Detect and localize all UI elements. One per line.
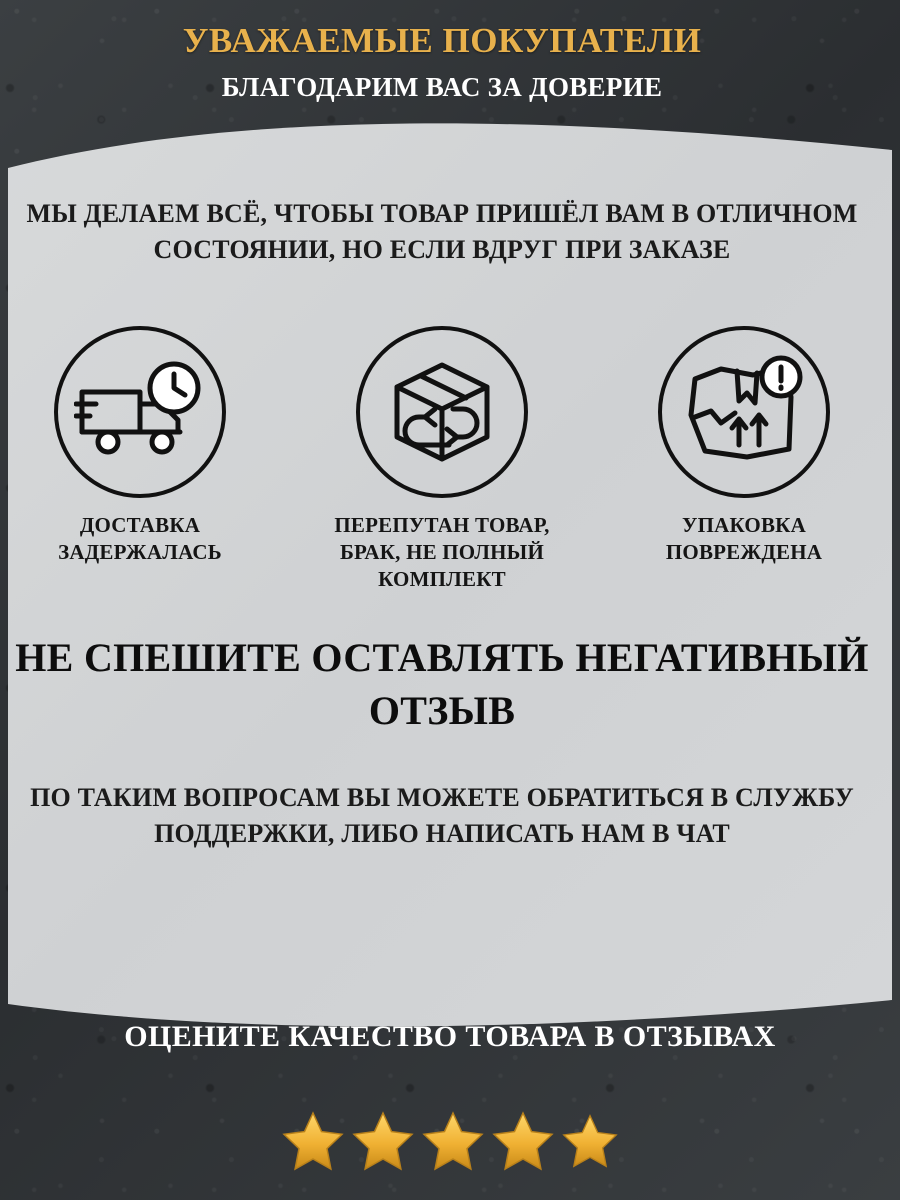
page-title: УВАЖАЕМЫЕ ПОКУПАТЕЛИ <box>182 21 702 60</box>
intro-text: МЫ ДЕЛАЕМ ВСЁ, ЧТОБЫ ТОВАР ПРИШЁЛ ВАМ В ОТЛИЧНОМ СОСТОЯНИИ, НО ЕСЛИ ВДРУГ ПРИ ЗАКАЗЕ <box>26 199 858 264</box>
footer-title: ОЦЕНИТЕ КАЧЕСТВО ТОВАРА В ОТЗЫВАХ <box>124 1020 776 1053</box>
main-statement: НЕ СПЕШИТЕ ОСТАВЛЯТЬ НЕГАТИВНЫЙ ОТЗЫВ <box>15 635 869 733</box>
rating-stars[interactable] <box>0 1110 900 1172</box>
issue-item-damaged <box>624 326 864 566</box>
star-icon[interactable] <box>351 1110 415 1172</box>
issue-item-wrong-item <box>322 326 562 593</box>
damaged-package-icon <box>658 326 830 498</box>
footer <box>0 992 900 1200</box>
header <box>0 22 884 103</box>
star-icon[interactable] <box>491 1110 555 1172</box>
delivery-truck-clock-icon <box>54 326 226 498</box>
box-return-arrow-icon <box>356 326 528 498</box>
issue-caption-wrong-item: ПЕРЕПУТАН ТОВАР, БРАК, НЕ ПОЛНЫЙ КОМПЛЕКТ <box>334 513 550 591</box>
issue-caption-delivery: ДОСТАВКА ЗАДЕРЖАЛАСЬ <box>58 513 222 564</box>
issue-caption-damaged: УПАКОВКА ПОВРЕЖДЕНА <box>665 513 823 564</box>
star-icon[interactable] <box>421 1110 485 1172</box>
issue-icons-row <box>0 326 884 593</box>
header-subtitle: БЛАГОДАРИМ ВАС ЗА ДОВЕРИЕ <box>221 71 663 102</box>
star-icon[interactable] <box>561 1113 619 1169</box>
support-text: ПО ТАКИМ ВОПРОСАМ ВЫ МОЖЕТЕ ОБРАТИТЬСЯ В СЛУЖБУ ПОДДЕРЖКИ, ЛИБО НАПИСАТЬ НАМ В ЧАТ <box>30 783 854 849</box>
issue-item-delivery <box>20 326 260 566</box>
star-icon[interactable] <box>281 1110 345 1172</box>
